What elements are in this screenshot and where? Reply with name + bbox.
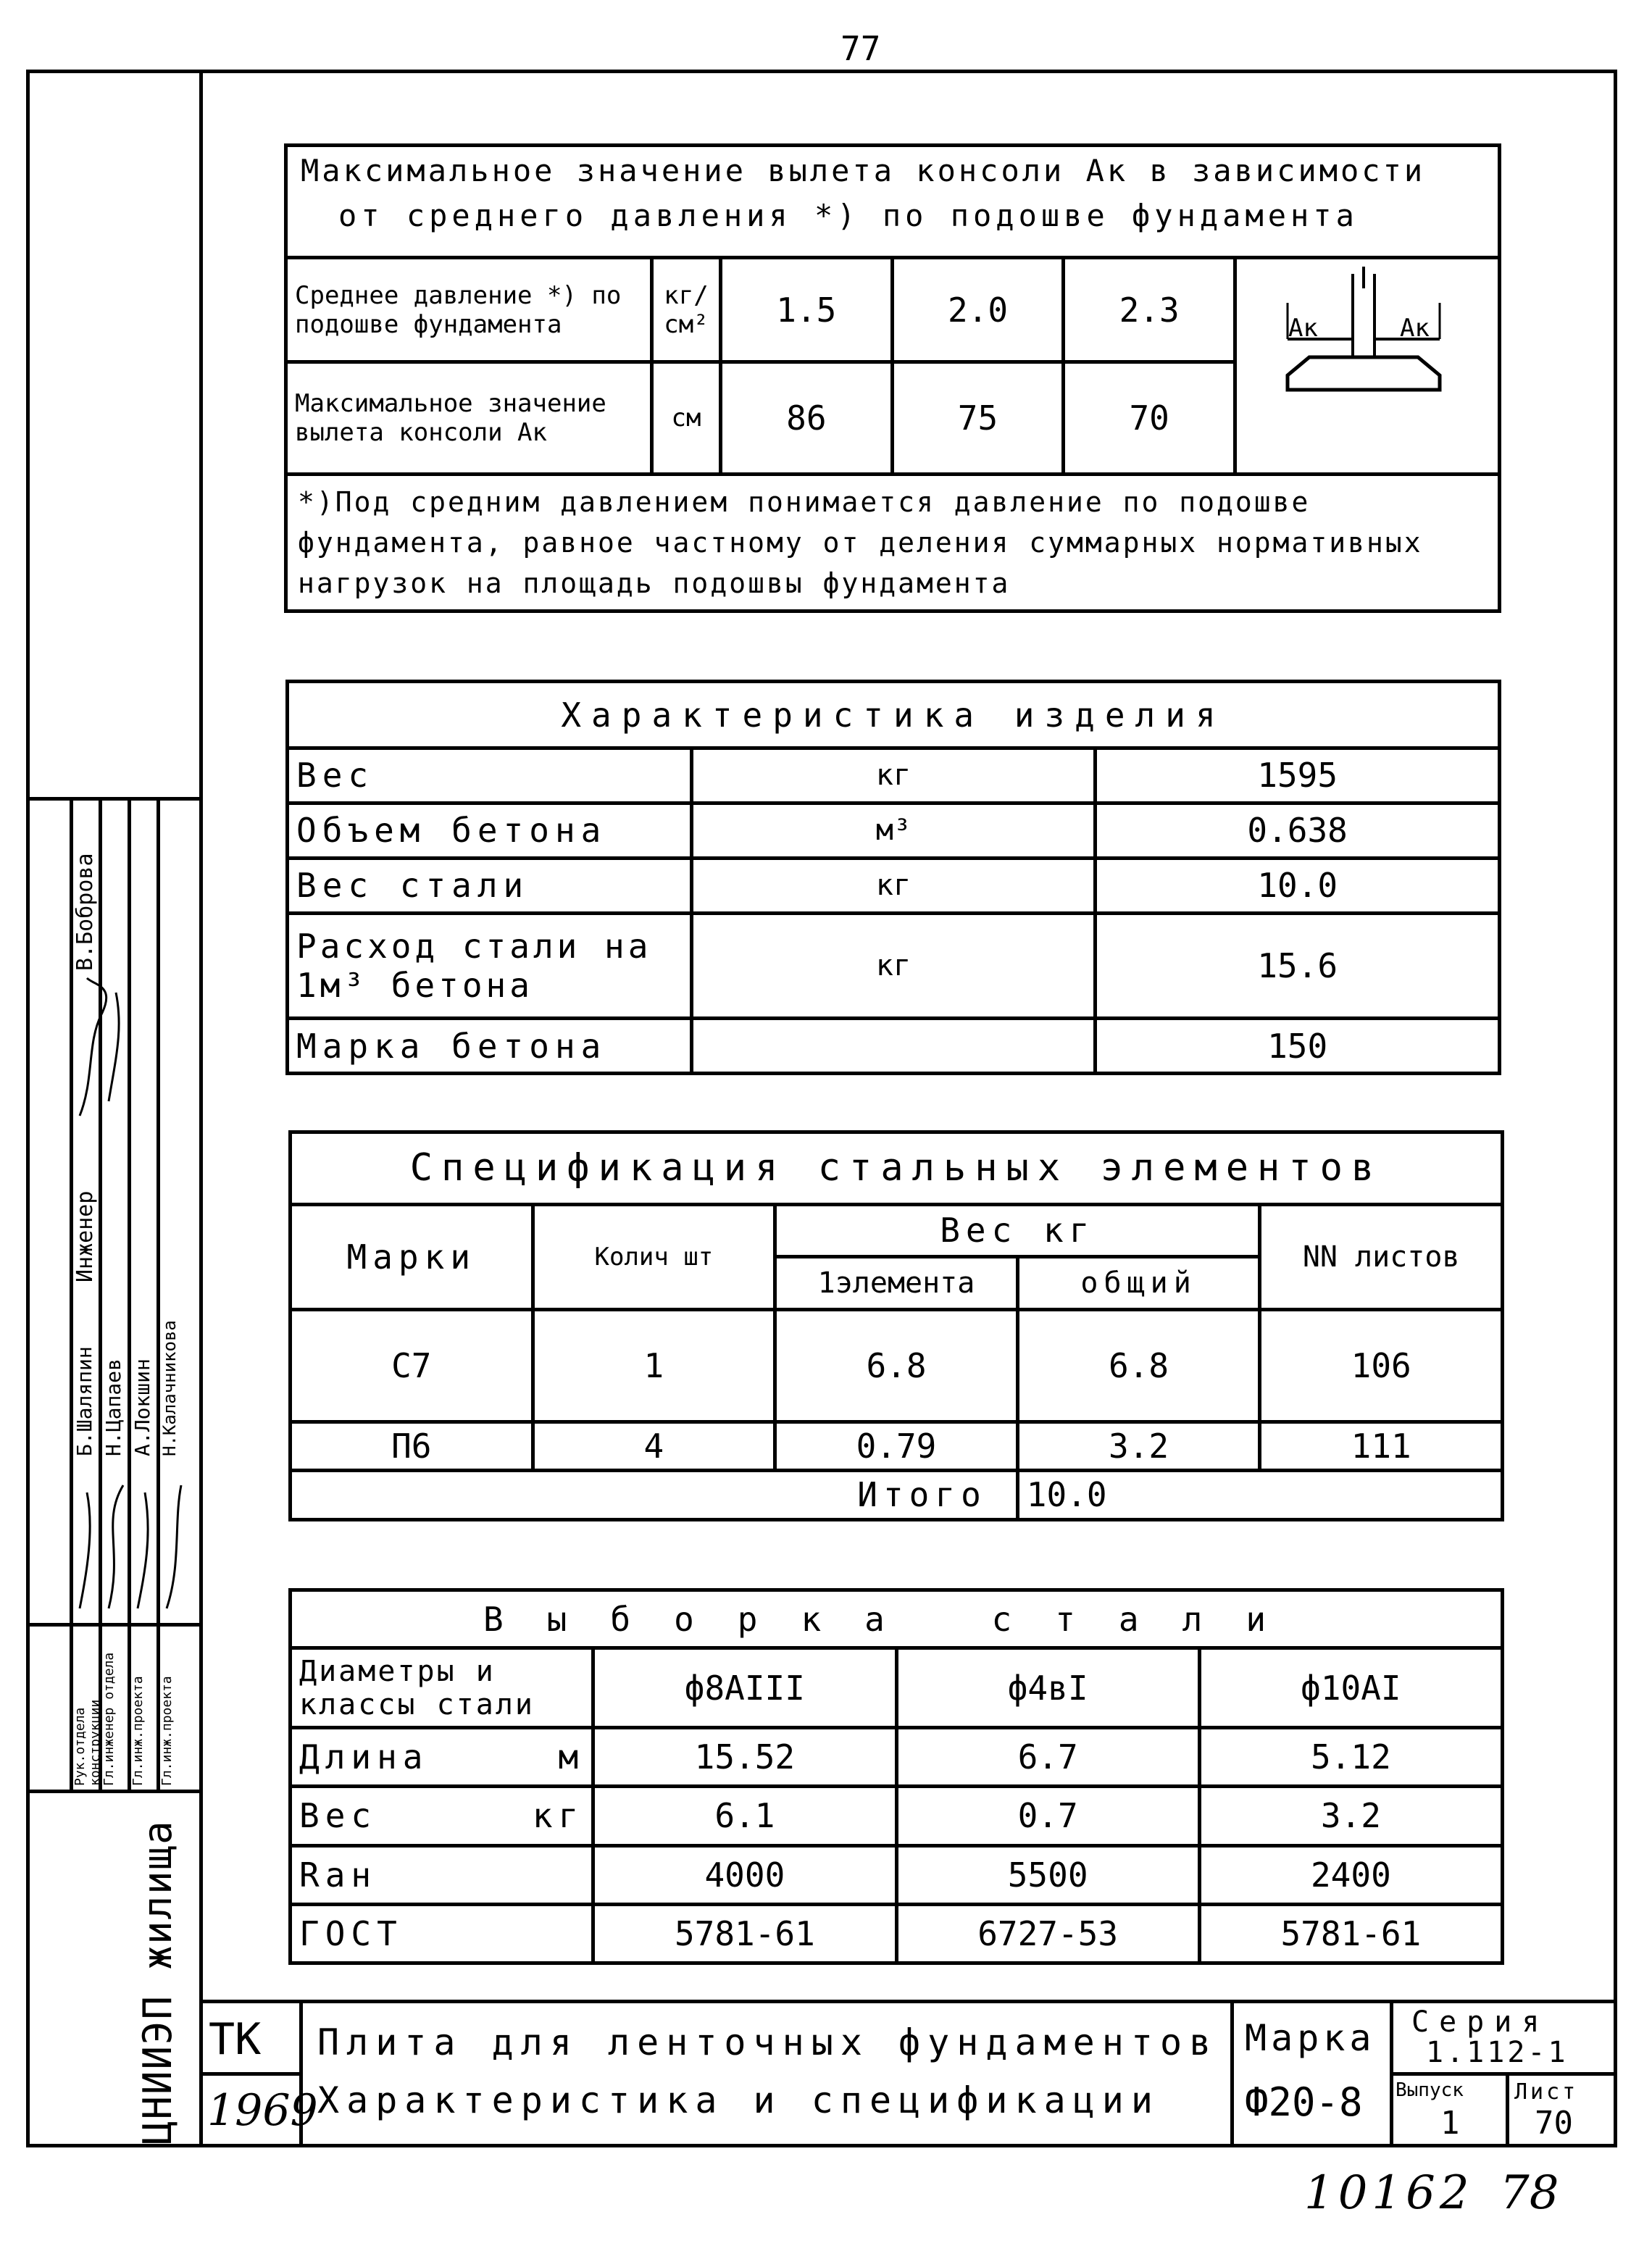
signature-icon (72, 971, 203, 1137)
steel-header-col: ф10АI (1199, 1648, 1502, 1728)
steel-row-unit: кг (532, 1796, 585, 1836)
spec-total-label: Итого (291, 1470, 1018, 1519)
signature-icon (72, 1464, 203, 1623)
steel-row-label: ГОСТ (291, 1904, 593, 1963)
spec-row-one: 0.79 (775, 1422, 1018, 1470)
console-grid (284, 256, 1501, 473)
tb-title-2: Характеристика и спецификации (317, 2079, 1160, 2121)
pressure-unit: кг/см² (652, 258, 721, 362)
steel-row-value: 0.7 (896, 1787, 1199, 1845)
spec-table-title: Спецификация стальных элементов (291, 1132, 1503, 1205)
tb-seria-label: Серия (1411, 2005, 1550, 2039)
org-name: ЦНИИЭП жилища (135, 1819, 180, 2145)
console-table-title-2: от среднего давления *) по подошве фундамента (338, 198, 1359, 233)
steel-table-title: Выборка стали (291, 1590, 1503, 1648)
product-row-unit: кг (691, 748, 1096, 803)
spec-row-sheet: 106 (1260, 1309, 1503, 1422)
steel-elements-spec-table (288, 1130, 1504, 1521)
sketch-label-left: Aк (1288, 314, 1318, 343)
steel-row-value: 5.12 (1199, 1728, 1502, 1787)
spec-row-qty: 4 (533, 1422, 775, 1470)
product-row-unit (691, 1019, 1096, 1074)
stamp-name: Б.Шаляпин (72, 1346, 96, 1456)
spec-header-weight: Вес кг (775, 1204, 1260, 1257)
tb-list-value: 70 (1535, 2105, 1573, 2142)
pressure-value-1: 1.5 (721, 258, 893, 362)
product-characteristics-table (285, 680, 1501, 1075)
product-row-name: Марка бетона (288, 1019, 692, 1074)
steel-header-label: Диаметры и классы стали (291, 1648, 593, 1728)
spec-row-one: 6.8 (775, 1309, 1018, 1422)
steel-row-label-text: Длина (299, 1737, 429, 1777)
console-table (284, 143, 1501, 613)
tb-tk: ТК (209, 2014, 262, 2065)
sketch-label-right: Aк (1400, 314, 1430, 343)
spec-row-qty: 1 (533, 1309, 775, 1422)
steel-row-value: 3.2 (1199, 1787, 1502, 1845)
spec-header-marks: Марки (291, 1204, 533, 1309)
steel-header-col: ф4вI (896, 1648, 1199, 1728)
tb-list-label: Лист (1514, 2079, 1579, 2105)
tb-line (201, 2072, 303, 2076)
product-row-value: 150 (1096, 1019, 1500, 1074)
console-table-title-1: Максимальное значение вылета консоли Aк в зависимости (301, 153, 1426, 188)
tb-vypusk-label: Выпуск (1396, 2079, 1464, 2101)
product-row-value: 15.6 (1096, 913, 1500, 1018)
console-value-2: 75 (892, 362, 1064, 475)
stamp-role: Гл.инж.проекта (130, 1676, 146, 1786)
steel-row-label (291, 1787, 593, 1845)
tb-marka-label: Марка (1245, 2017, 1376, 2059)
spec-row-mark: С7 (291, 1309, 533, 1422)
steel-row-value: 6.1 (593, 1787, 896, 1845)
steel-row-value: 6.7 (896, 1728, 1199, 1787)
spec-header-qty: Колич шт (533, 1204, 775, 1309)
steel-row-value: 15.52 (593, 1728, 896, 1787)
sheet-number-bottom: 78 (1500, 2166, 1559, 2220)
steel-row-value: 4000 (593, 1845, 896, 1904)
footnote: *)Под средним давлением понимается давление по подошве фундамента, равное частному от деления суммарных нормативных нагрузок на площадь подошвы фундамента (298, 486, 1423, 599)
steel-row-unit: м (558, 1737, 585, 1777)
steel-row-label-text: Вес (299, 1796, 377, 1836)
stamp-divider (26, 1790, 203, 1793)
product-row-value: 0.638 (1096, 803, 1500, 858)
steel-row-label: Raн (291, 1845, 593, 1904)
stamp-name: Н.Калачникова (159, 1320, 180, 1456)
steel-row-value: 5500 (896, 1845, 1199, 1904)
product-table-title: Характеристика изделия (288, 682, 1500, 748)
side-stamp (26, 797, 203, 2147)
title-block (201, 2000, 1617, 2147)
pressure-value-3: 2.3 (1064, 258, 1235, 362)
tb-line (201, 2000, 1617, 2003)
spec-row-total: 3.2 (1017, 1422, 1260, 1470)
stamp-name: А.Локшин (130, 1358, 154, 1456)
product-row-value: 10.0 (1096, 858, 1500, 913)
tb-line (1230, 2000, 1234, 2147)
steel-row-value: 5781-61 (1199, 1904, 1502, 1963)
page-number-top: 77 (840, 29, 881, 68)
steel-row-value: 2400 (1199, 1845, 1502, 1904)
stamp-role: Инженер (72, 1190, 98, 1282)
spec-header-sheets: NN листов (1260, 1204, 1503, 1309)
console-label: Максимальное значение вылета консоли Aк (286, 362, 652, 475)
console-unit: см (652, 362, 721, 475)
stamp-name: Н.Цапаев (101, 1358, 125, 1456)
product-row-name: Объем бетона (288, 803, 692, 858)
steel-row-value: 6727-53 (896, 1904, 1199, 1963)
spec-header-one: 1элемента (775, 1257, 1018, 1310)
console-value-3: 70 (1064, 362, 1235, 475)
spec-header-total: общий (1017, 1257, 1260, 1310)
product-row-unit: кг (691, 913, 1096, 1018)
stamp-role: Рук.отдела конструкции (72, 1699, 103, 1786)
steel-selection-table (288, 1588, 1504, 1965)
product-row-unit: кг (691, 858, 1096, 913)
archive-number: 10162 (1304, 2166, 1474, 2220)
product-row-name: Расход стали на 1м³ бетона (288, 913, 692, 1018)
pressure-value-2: 2.0 (892, 258, 1064, 362)
steel-row-value: 5781-61 (593, 1904, 896, 1963)
product-row-unit: м³ (691, 803, 1096, 858)
tb-marka-value: Ф20-8 (1245, 2079, 1363, 2125)
tb-line (1506, 2072, 1509, 2147)
tb-title-1: Плита для ленточных фундаментов (317, 2021, 1219, 2063)
product-row-name: Вес стали (288, 858, 692, 913)
tb-line (1390, 2072, 1617, 2076)
stamp-divider (26, 797, 203, 801)
product-row-name: Вес (288, 748, 692, 803)
stamp-name: В.Боброва (72, 853, 98, 971)
console-sketch (1235, 258, 1500, 475)
steel-row-label (291, 1728, 593, 1787)
spec-row-total: 6.8 (1017, 1309, 1260, 1422)
steel-header-col: ф8АIII (593, 1648, 896, 1728)
console-value-1: 86 (721, 362, 893, 475)
foundation-sketch-icon (1237, 259, 1490, 469)
spec-row-sheet: 111 (1260, 1422, 1503, 1470)
stamp-role: Гл.инженер отдела (101, 1652, 117, 1786)
tb-vypusk-value: 1 (1440, 2105, 1460, 2142)
tb-year: 1969 (207, 2085, 318, 2136)
pressure-label: Среднее давление *) по подошве фундамента (286, 258, 652, 362)
spec-total-value: 10.0 (1017, 1470, 1502, 1519)
tb-seria-value: 1.112-1 (1426, 2036, 1569, 2069)
spec-row-mark: П6 (291, 1422, 533, 1470)
stamp-role: Гл.инж.проекта (159, 1676, 175, 1786)
product-row-value: 1595 (1096, 748, 1500, 803)
